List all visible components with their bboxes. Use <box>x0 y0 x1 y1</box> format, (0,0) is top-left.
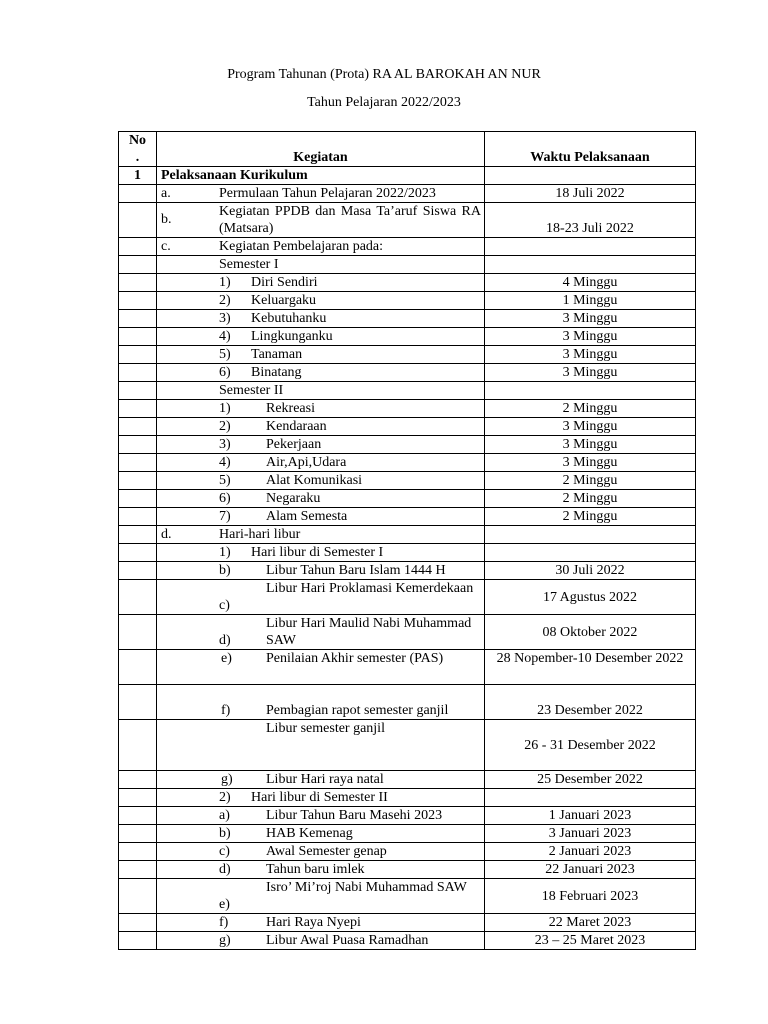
table-row <box>119 562 696 580</box>
row-time: 4 Minggu <box>485 274 696 292</box>
row-marker: g) <box>221 772 233 787</box>
document-title: Program Tahunan (Prota) RA AL BAROKAH AN NUR <box>227 67 541 82</box>
table-row <box>119 650 696 685</box>
table-row <box>119 238 696 256</box>
row-text: Kegiatan Pembelajaran pada: <box>219 239 384 254</box>
table-row <box>119 364 696 382</box>
row-marker: 2) <box>219 293 231 308</box>
row-time: 22 Maret 2023 <box>485 914 696 932</box>
row-marker: 1) <box>219 401 231 416</box>
row-time: 25 Desember 2022 <box>485 771 696 789</box>
table-row <box>119 843 696 861</box>
table-row <box>119 328 696 346</box>
row-marker: 3) <box>219 311 231 326</box>
row-marker: b. <box>161 212 172 227</box>
row-time: 17 Agustus 2022 <box>485 580 696 615</box>
table-row <box>119 861 696 879</box>
row-marker: c) <box>219 598 230 613</box>
row-text: Libur Tahun Baru Islam 1444 H <box>266 563 446 578</box>
table-row <box>119 346 696 364</box>
row-time: 2 Januari 2023 <box>485 843 696 861</box>
table-row <box>119 807 696 825</box>
row-marker: 7) <box>219 509 231 524</box>
table-row <box>119 932 696 950</box>
row-time: 23 – 25 Maret 2023 <box>485 932 696 950</box>
row-time: 1 Minggu <box>485 292 696 310</box>
header-kegiatan: Kegiatan <box>157 132 485 167</box>
row-time: 08 Oktober 2022 <box>485 615 696 650</box>
row-marker: d) <box>219 633 231 648</box>
row-marker: 3) <box>219 437 231 452</box>
row-text: Kegiatan PPDB dan Masa Ta’aruf Siswa RA (Matsara) <box>219 204 481 236</box>
row-text: Diri Sendiri <box>251 275 318 290</box>
row-marker: b) <box>219 826 231 841</box>
table-row <box>119 472 696 490</box>
row-text: Hari libur di Semester I <box>251 545 384 560</box>
table-row <box>119 580 696 615</box>
row-time: 3 Minggu <box>485 310 696 328</box>
table-row <box>119 490 696 508</box>
row-text: Lingkunganku <box>251 329 333 344</box>
table-row <box>119 825 696 843</box>
row-marker: d. <box>161 527 172 542</box>
row-marker: a. <box>161 186 171 201</box>
row-text: Tanaman <box>251 347 303 362</box>
row-text: Libur Hari Maulid Nabi Muhammad SAW <box>266 616 472 648</box>
row-text: Libur Awal Puasa Ramadhan <box>266 933 429 948</box>
section-number: 1 <box>119 167 157 185</box>
row-text: Tahun baru imlek <box>266 862 365 877</box>
table-row <box>119 508 696 526</box>
row-marker: 2) <box>219 790 231 805</box>
row-text: Libur semester ganjil <box>266 721 385 736</box>
row-time: 3 Minggu <box>485 346 696 364</box>
row-time: 2 Minggu <box>485 400 696 418</box>
table-row <box>119 544 696 562</box>
section-title: Pelaksanaan Kurikulum <box>157 167 485 185</box>
row-text: Awal Semester genap <box>266 844 387 859</box>
table-row <box>119 454 696 472</box>
semester-label: Semester I <box>219 257 279 272</box>
row-time: 3 Minggu <box>485 436 696 454</box>
row-time: 3 Minggu <box>485 328 696 346</box>
row-time: 26 - 31 Desember 2022 <box>485 720 696 771</box>
row-marker: e) <box>221 651 232 666</box>
table-row <box>119 879 696 914</box>
row-marker: 5) <box>219 473 231 488</box>
row-time: 22 Januari 2023 <box>485 861 696 879</box>
table-row <box>119 615 696 650</box>
table-row <box>119 310 696 328</box>
row-text: Hari-hari libur <box>219 527 301 542</box>
row-text: Pembagian rapot semester ganjil <box>266 703 449 718</box>
document-subtitle: Tahun Pelajaran 2022/2023 <box>307 95 461 110</box>
table-row <box>119 185 696 203</box>
row-time: 2 Minggu <box>485 472 696 490</box>
table-row <box>119 914 696 932</box>
table-row <box>119 274 696 292</box>
table-row <box>119 400 696 418</box>
table-row <box>119 292 696 310</box>
row-marker: 2) <box>219 419 231 434</box>
table-row <box>119 418 696 436</box>
row-text: Libur Tahun Baru Masehi 2023 <box>266 808 443 823</box>
row-text: Permulaan Tahun Pelajaran 2022/2023 <box>219 186 436 201</box>
row-text: Keluargaku <box>251 293 317 308</box>
row-text: Negaraku <box>266 491 321 506</box>
row-marker: f) <box>221 703 231 718</box>
row-text: Isro’ Mi’roj Nabi Muhammad SAW <box>266 880 467 895</box>
row-time: 2 Minggu <box>485 508 696 526</box>
row-time: 3 Minggu <box>485 454 696 472</box>
row-text: Alam Semesta <box>266 509 348 524</box>
row-time: 1 Januari 2023 <box>485 807 696 825</box>
row-text: Penilaian Akhir semester (PAS) <box>266 651 444 666</box>
row-text: Binatang <box>251 365 302 380</box>
row-marker: a) <box>219 808 230 823</box>
row-text: Hari Raya Nyepi <box>266 915 361 930</box>
row-time: 18-23 Juli 2022 <box>485 203 696 238</box>
table-row <box>119 720 696 771</box>
row-marker: 4) <box>219 329 231 344</box>
row-marker: d) <box>219 862 231 877</box>
row-marker: 6) <box>219 491 231 506</box>
row-marker: f) <box>219 915 229 930</box>
row-marker: 1) <box>219 275 231 290</box>
row-time: 18 Februari 2023 <box>485 879 696 914</box>
row-text: Libur Hari raya natal <box>266 772 384 787</box>
row-time: 28 Nopember-10 Desember 2022 <box>485 650 696 685</box>
table-row <box>119 203 696 238</box>
semester-label: Semester II <box>219 383 284 398</box>
row-time: 3 Januari 2023 <box>485 825 696 843</box>
row-marker: 1) <box>219 545 231 560</box>
row-time: 3 Minggu <box>485 364 696 382</box>
table-row <box>119 167 696 185</box>
row-marker: c. <box>161 239 171 254</box>
row-marker: e) <box>219 897 230 912</box>
table-row <box>119 382 696 400</box>
table-row <box>119 256 696 274</box>
row-time: 30 Juli 2022 <box>485 562 696 580</box>
row-marker: 6) <box>219 365 231 380</box>
program-table <box>118 131 696 950</box>
row-text: Pekerjaan <box>266 437 322 452</box>
row-text: Rekreasi <box>266 401 315 416</box>
table-row <box>119 436 696 454</box>
row-text: Libur Hari Proklamasi Kemerdekaan <box>266 581 474 596</box>
header-no: No . <box>119 132 157 167</box>
row-text: Kebutuhanku <box>251 311 327 326</box>
row-text: HAB Kemenag <box>266 826 353 841</box>
row-text: Hari libur di Semester II <box>251 790 388 805</box>
row-text: Air,Api,Udara <box>266 455 347 470</box>
row-time: 23 Desember 2022 <box>485 685 696 720</box>
table-row <box>119 771 696 789</box>
table-row <box>119 685 696 720</box>
row-marker: c) <box>219 844 230 859</box>
table-header-row <box>119 132 696 167</box>
row-time: 3 Minggu <box>485 418 696 436</box>
row-time: 18 Juli 2022 <box>485 185 696 203</box>
row-marker: 5) <box>219 347 231 362</box>
header-waktu: Waktu Pelaksanaan <box>485 132 696 167</box>
table-row <box>119 789 696 807</box>
row-marker: b) <box>219 563 231 578</box>
row-time: 2 Minggu <box>485 490 696 508</box>
row-marker: g) <box>219 933 231 948</box>
table-row <box>119 526 696 544</box>
row-marker: 4) <box>219 455 231 470</box>
row-text: Alat Komunikasi <box>266 473 363 488</box>
row-text: Kendaraan <box>266 419 327 434</box>
